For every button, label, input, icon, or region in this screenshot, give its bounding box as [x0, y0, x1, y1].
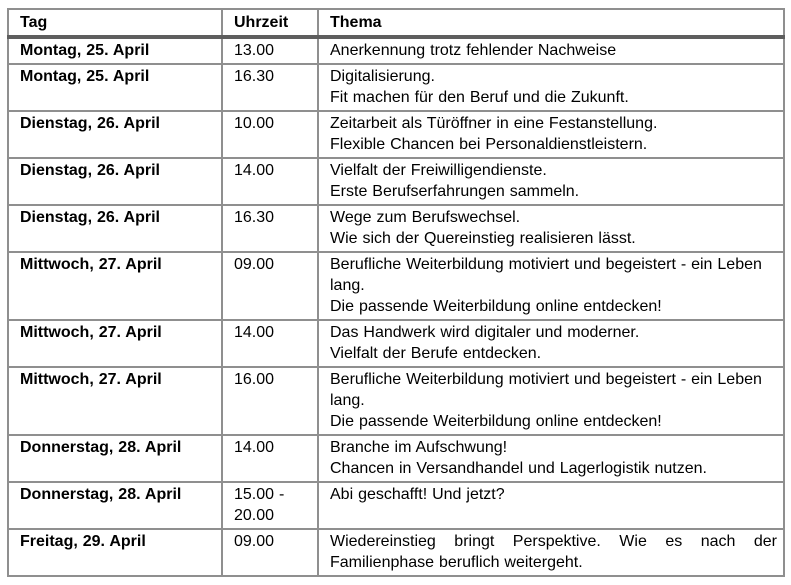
- column-header-uhrzeit: Uhrzeit: [222, 9, 318, 37]
- topic-cell: [318, 482, 784, 529]
- topic-cell: [318, 111, 784, 158]
- topic-line: Vielfalt der Freiwilligendienste.: [330, 162, 547, 179]
- topic-line: Das Handwerk wird digitaler und moderner.: [330, 324, 640, 341]
- table-row: [8, 205, 784, 252]
- time-cell: 16.30: [222, 64, 318, 111]
- schedule-table: [7, 8, 785, 577]
- topic-cell: [318, 158, 784, 205]
- topic-line: Anerkennung trotz fehlender Nachweise: [330, 42, 617, 59]
- time-cell: 14.00: [222, 158, 318, 205]
- topic-line: Fit machen für den Beruf und die Zukunft.: [330, 89, 629, 106]
- topic-line: Flexible Chancen bei Personaldienstleistern.: [330, 136, 648, 153]
- table-row: [8, 320, 784, 367]
- table-body: [8, 37, 784, 576]
- table-row: [8, 111, 784, 158]
- time-cell: 09.00: [222, 529, 318, 576]
- topic-line: Die passende Weiterbildung online entdecken!: [330, 298, 662, 315]
- topic-line: Zeitarbeit als Türöffner in eine Festanstellung.: [330, 115, 658, 132]
- time-cell: 13.00: [222, 37, 318, 64]
- topic-cell: [318, 529, 784, 576]
- topic-cell: [318, 37, 784, 64]
- header-row: [8, 9, 784, 37]
- table-row: [8, 482, 784, 529]
- topic-line: Branche im Aufschwung!: [330, 439, 508, 456]
- table-row: [8, 529, 784, 576]
- day-cell: Montag, 25. April: [8, 64, 222, 111]
- day-cell: Dienstag, 26. April: [8, 111, 222, 158]
- table-header: [8, 9, 784, 37]
- topic-line: Wie sich der Quereinstieg realisieren lässt.: [330, 230, 636, 247]
- day-cell: Mittwoch, 27. April: [8, 252, 222, 320]
- topic-cell: [318, 435, 784, 482]
- day-cell: Donnerstag, 28. April: [8, 482, 222, 529]
- time-cell: 10.00: [222, 111, 318, 158]
- table-row: [8, 435, 784, 482]
- topic-cell: [318, 252, 784, 320]
- topic-line: Vielfalt der Berufe entdecken.: [330, 345, 542, 362]
- day-cell: Mittwoch, 27. April: [8, 367, 222, 435]
- time-cell: 09.00: [222, 252, 318, 320]
- table-row: [8, 252, 784, 320]
- day-cell: Donnerstag, 28. April: [8, 435, 222, 482]
- topic-line: Chancen in Versandhandel und Lagerlogistik nutzen.: [330, 460, 707, 477]
- time-cell: 16.30: [222, 205, 318, 252]
- time-cell: 14.00: [222, 435, 318, 482]
- time-cell: 15.00 - 20.00: [222, 482, 318, 529]
- topic-line: Wege zum Berufswechsel.: [330, 209, 521, 226]
- topic-line: Berufliche Weiterbildung motiviert und begeistert - ein Leben lang.: [330, 256, 762, 294]
- day-cell: Dienstag, 26. April: [8, 205, 222, 252]
- table-row: [8, 64, 784, 111]
- topic-cell: [318, 320, 784, 367]
- topic-cell: [318, 205, 784, 252]
- column-header-thema: Thema: [318, 9, 784, 37]
- topic-line: Berufliche Weiterbildung motiviert und begeistert - ein Leben lang.: [330, 371, 762, 409]
- table-row: [8, 367, 784, 435]
- day-cell: Freitag, 29. April: [8, 529, 222, 576]
- topic-line: Abi geschafft! Und jetzt?: [330, 486, 505, 503]
- table-row: [8, 158, 784, 205]
- topic-line: Die passende Weiterbildung online entdecken!: [330, 413, 662, 430]
- day-cell: Dienstag, 26. April: [8, 158, 222, 205]
- day-cell: Mittwoch, 27. April: [8, 320, 222, 367]
- topic-cell: [318, 367, 784, 435]
- table-row: [8, 37, 784, 64]
- topic-line: Digitalisierung.: [330, 68, 435, 85]
- column-header-tag: Tag: [8, 9, 222, 37]
- topic-line: Erste Berufserfahrungen sammeln.: [330, 183, 580, 200]
- topic-cell: [318, 64, 784, 111]
- time-cell: 14.00: [222, 320, 318, 367]
- time-cell: 16.00: [222, 367, 318, 435]
- day-cell: Montag, 25. April: [8, 37, 222, 64]
- topic-line: Wiedereinstieg bringt Perspektive. Wie es nach der Familienphase beruflich weitergeht.: [330, 533, 777, 571]
